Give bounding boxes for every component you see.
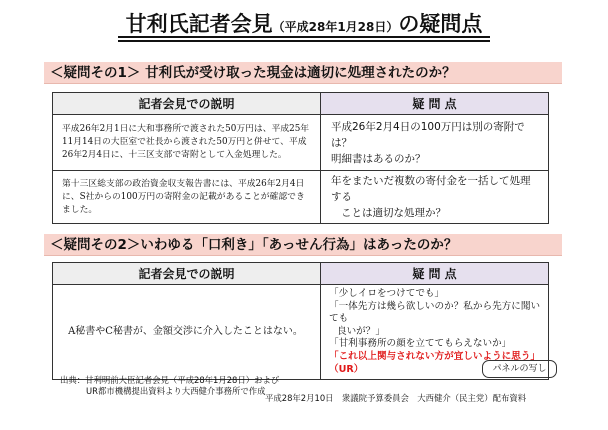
q2-quote-2-cont: 良いが？」: [337, 325, 385, 337]
source-note: [60, 375, 279, 397]
table-row: [53, 171, 549, 224]
title-suffix: の疑問点: [398, 12, 483, 36]
title-underline-top: [118, 36, 490, 38]
q1-header-doubts: 疑 問 点: [321, 93, 549, 115]
q2-quote-3: 「甘利事務所の顔を立ててもらえないか」: [329, 338, 512, 350]
source-line-2: UR都市機構提出資料より大西健介事務所で作成: [86, 386, 266, 396]
q2-header-explanation: 記者会見での説明: [53, 263, 321, 285]
q2-quote-red: 「これ以上関与されない方が宜しいように思う」: [329, 350, 541, 362]
source-line-1: 出典：甘利明前大臣記者会見（平成28年1月28日）および: [60, 375, 280, 385]
table-row: [53, 285, 549, 380]
question-1-heading: ＜疑問その1＞ 甘利氏が受け取った現金は適切に処理されたのか？: [44, 62, 562, 84]
title-main: 甘利氏記者会見: [125, 12, 273, 36]
q1-row2-doubt-line2: ことは適切な処理か？: [341, 207, 446, 219]
q1-row1-doubt: [321, 115, 549, 171]
title-underline-bottom: [118, 40, 490, 42]
panel-label: パネルの写し: [482, 360, 557, 378]
question-1-table: [52, 92, 549, 224]
q1-row2-doubt: [321, 171, 549, 224]
q1-row1-explanation: 平成26年2月1日に大和事務所で渡された50万円は、平成25年11月14日の大臣室で社長から渡された50万円と併せて、平成26年2月4日に、十三区支部で寄附として入金処理した。: [53, 115, 321, 171]
q2-header-doubts: 疑 問 点: [321, 263, 549, 285]
q2-explanation: A秘書やC秘書が、金額交渉に介入したことはない。: [53, 285, 321, 380]
q1-row1-doubt-line2: 明細書はあるのか？: [331, 152, 426, 165]
question-2-table: [52, 262, 549, 380]
q1-header-explanation: 記者会見での説明: [53, 93, 321, 115]
page-title: [0, 8, 608, 38]
footer-note: 平成28年2月10日 衆議院予算委員会 大西健介（民主党）配布資料: [265, 393, 527, 403]
table-row: [53, 115, 549, 171]
q1-row1-doubt-line1: 平成26年2月4日の100万円は別の寄附では？: [331, 120, 525, 149]
title-date: （平成28年1月28日）: [272, 20, 399, 34]
question-2-heading: ＜疑問その2＞いわゆる「口利き」「あっせん行為」はあったのか？: [44, 234, 562, 256]
q2-quote-2: 「一体先方は幾ら欲しいのか？私から先方に聞いても: [329, 300, 541, 325]
q2-quote-1: 「少しイロをつけてでも」: [329, 288, 445, 299]
q1-row2-explanation: 第十三区総支部の政治資金収支報告書には、平成26年2月4日に、S社からの100万円の寄附金の記載があることが確認できました。: [53, 171, 321, 224]
q1-row2-doubt-line1: 年をまたいだ複数の寄付金を一括して処理する: [331, 175, 531, 203]
q2-quote-ur-label: （UR）: [329, 363, 364, 375]
